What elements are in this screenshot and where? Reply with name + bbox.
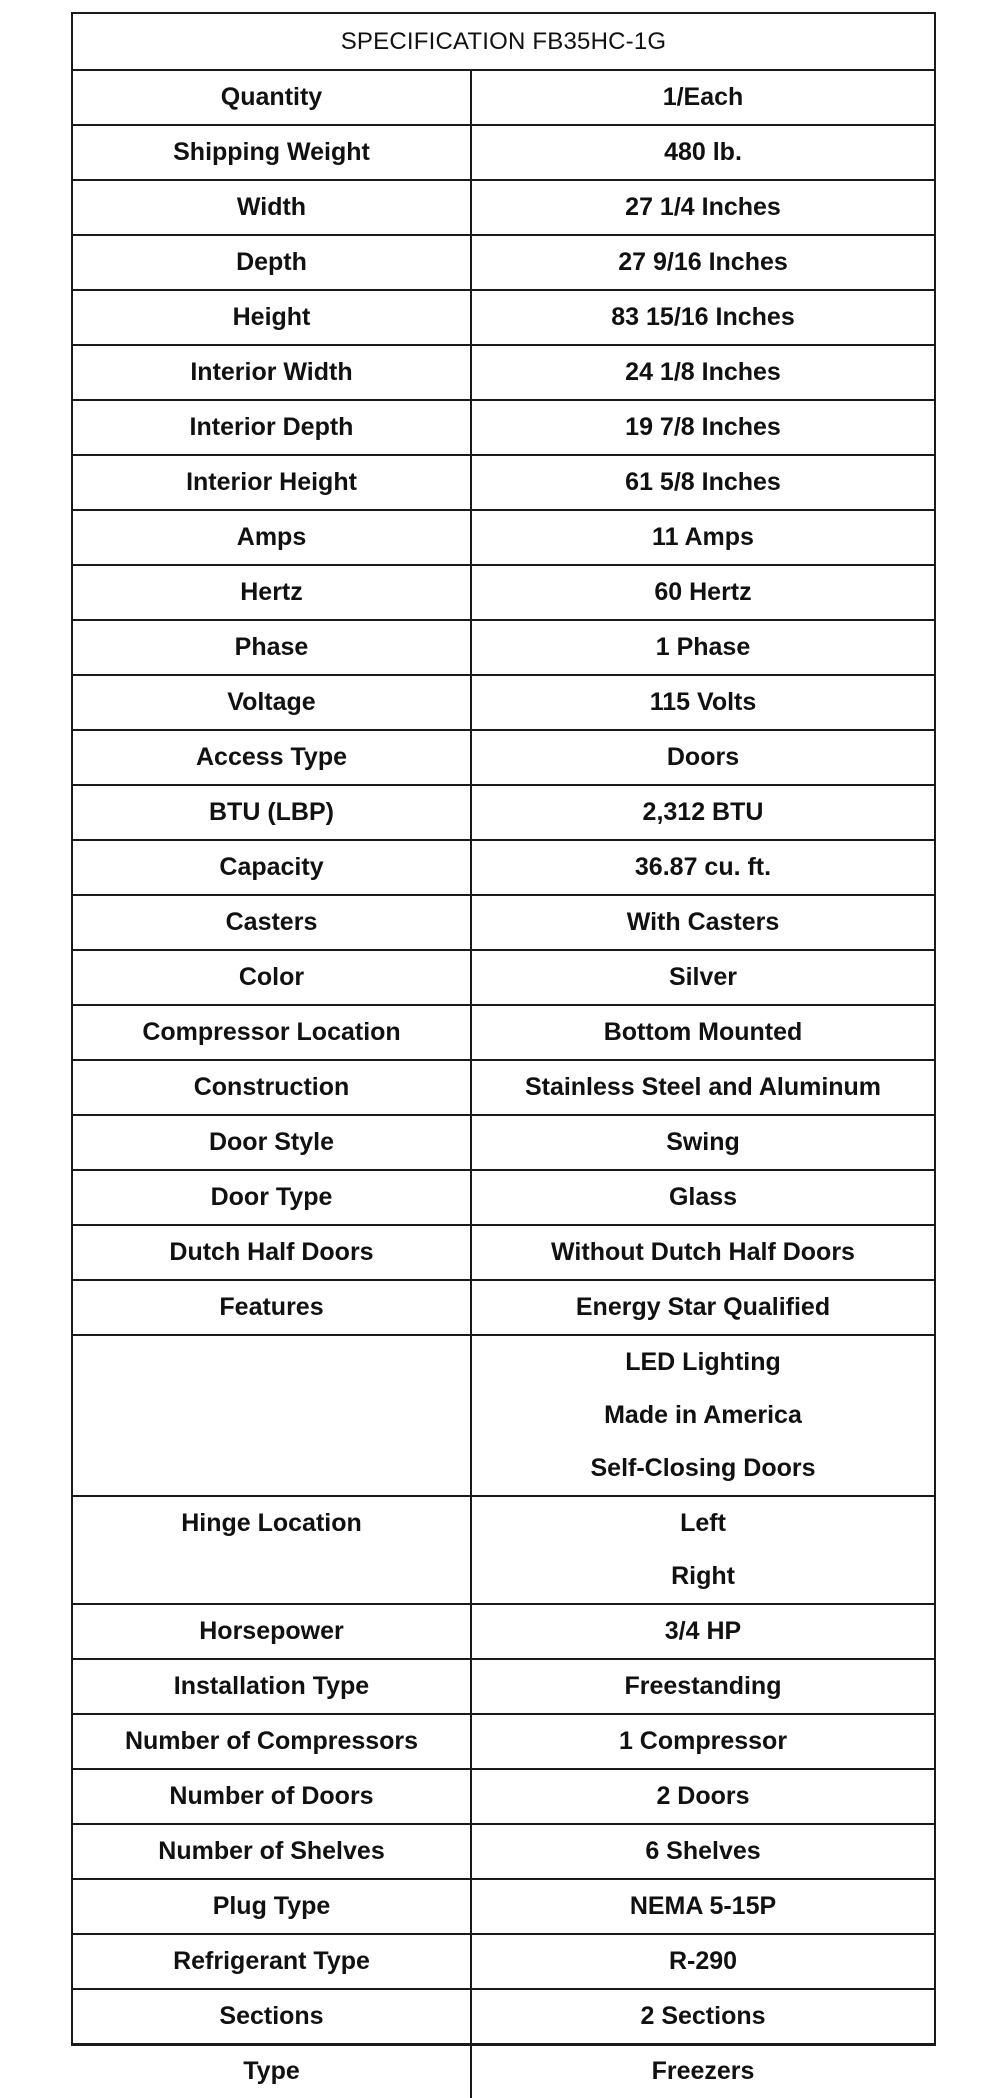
table-row	[73, 511, 934, 566]
table-row	[73, 1770, 934, 1825]
spec-label-text: Color	[238, 963, 305, 991]
spec-value: LED Lighting	[625, 1348, 781, 1376]
spec-value: Freezers	[651, 2057, 755, 2085]
spec-label-text: Number of Compressors	[124, 1727, 419, 1755]
spec-values	[472, 71, 934, 124]
spec-value: 6 Shelves	[645, 1837, 761, 1865]
spec-value: R-290	[668, 1947, 738, 1975]
spec-label-text: Construction	[193, 1073, 350, 1101]
spec-values	[472, 1990, 934, 2043]
spec-value: 2 Sections	[640, 2002, 766, 2030]
table-row	[73, 456, 934, 511]
spec-label-text: Door Style	[208, 1128, 335, 1156]
spec-values	[472, 951, 934, 1004]
spec-label-text: Dutch Half Doors	[169, 1238, 374, 1266]
table-row	[73, 236, 934, 291]
spec-label	[73, 1281, 472, 1334]
spec-label-text: Sections	[219, 2002, 324, 2030]
spec-values	[472, 1880, 934, 1933]
spec-values	[472, 181, 934, 234]
table-row	[73, 841, 934, 896]
spec-label	[73, 236, 472, 289]
spec-value: Silver	[668, 963, 738, 991]
spec-value: 27 9/16 Inches	[618, 248, 788, 276]
spec-value: 1/Each	[662, 83, 744, 111]
spec-label-text: Shipping Weight	[173, 138, 370, 166]
spec-values	[472, 126, 934, 179]
spec-value: 27 1/4 Inches	[625, 193, 781, 221]
spec-label-text: Interior Depth	[189, 413, 354, 441]
spec-label	[73, 1336, 472, 1495]
spec-values	[472, 1605, 934, 1658]
spec-values	[472, 1281, 934, 1334]
spec-values	[472, 291, 934, 344]
table-row	[73, 1281, 934, 1336]
spec-value: 60 Hertz	[654, 578, 752, 606]
spec-value: 83 15/16 Inches	[611, 303, 795, 331]
spec-label	[73, 896, 472, 949]
spec-label	[73, 2045, 472, 2098]
spec-value: 11 Amps	[652, 523, 754, 551]
spec-label-text: Hinge Location	[181, 1509, 362, 1537]
spec-values	[472, 236, 934, 289]
table-row	[73, 566, 934, 621]
spec-label-text: Horsepower	[199, 1617, 344, 1645]
spec-value: 2,312 BTU	[642, 798, 764, 826]
spec-label-text: Refrigerant Type	[173, 1947, 370, 1975]
spec-label	[73, 1660, 472, 1713]
spec-label-text: Type	[243, 2057, 300, 2085]
spec-label-text: Number of Doors	[169, 1782, 374, 1810]
spec-label-text: BTU (LBP)	[209, 798, 334, 826]
spec-values	[472, 1770, 934, 1823]
spec-label-text: Features	[219, 1293, 324, 1321]
spec-values	[472, 1935, 934, 1988]
spec-label	[73, 566, 472, 619]
spec-values	[472, 1660, 934, 1713]
table-row	[73, 1715, 934, 1770]
spec-values	[472, 346, 934, 399]
spec-label	[73, 1990, 472, 2043]
spec-values	[472, 456, 934, 509]
spec-label-text: Compressor Location	[142, 1018, 401, 1046]
table-row	[73, 1990, 934, 2045]
spec-label-text: Interior Height	[186, 468, 357, 496]
spec-value: 36.87 cu. ft.	[634, 853, 772, 881]
spec-values	[472, 2045, 934, 2098]
table-row	[73, 951, 934, 1006]
spec-value: Freestanding	[624, 1672, 782, 1700]
spec-label	[73, 786, 472, 839]
spec-label	[73, 731, 472, 784]
spec-value: Without Dutch Half Doors	[551, 1238, 855, 1266]
spec-value: 61 5/8 Inches	[625, 468, 781, 496]
spec-label	[73, 1226, 472, 1279]
table-row	[73, 786, 934, 841]
spec-label	[73, 401, 472, 454]
spec-label	[73, 1935, 472, 1988]
table-row	[73, 676, 934, 731]
spec-label-text: Depth	[236, 248, 307, 276]
spec-label	[73, 1770, 472, 1823]
spec-label-text: Casters	[225, 908, 318, 936]
spec-values	[472, 511, 934, 564]
table-row	[73, 71, 934, 126]
spec-table	[71, 12, 936, 2085]
table-row	[73, 1935, 934, 1990]
spec-label	[73, 1497, 472, 1603]
spec-value: Self-Closing Doors	[590, 1454, 816, 1482]
spec-label-text: Width	[236, 193, 307, 221]
spec-value: 2 Doors	[656, 1782, 750, 1810]
spec-label	[73, 1825, 472, 1878]
table-row	[73, 896, 934, 951]
spec-values	[472, 786, 934, 839]
table-row	[73, 621, 934, 676]
spec-values	[472, 1497, 934, 1603]
table-row	[73, 1660, 934, 1715]
table-row	[73, 1497, 934, 1605]
spec-label-text: Access Type	[195, 743, 347, 771]
table-row	[73, 1171, 934, 1226]
spec-value: 19 7/8 Inches	[625, 413, 781, 441]
spec-values	[472, 1226, 934, 1279]
spec-label	[73, 1605, 472, 1658]
spec-value: Bottom Mounted	[603, 1018, 803, 1046]
spec-value: Left	[680, 1509, 726, 1537]
spec-label	[73, 291, 472, 344]
spec-label-text: Hertz	[240, 578, 303, 606]
spec-label	[73, 951, 472, 1004]
spec-values	[472, 401, 934, 454]
table-body	[73, 71, 934, 2098]
spec-value: Right	[671, 1562, 735, 1590]
spec-values	[472, 566, 934, 619]
table-title: SPECIFICATION FB35HC-1G	[73, 14, 934, 71]
spec-value: 480 lb.	[664, 138, 742, 166]
spec-label-text: Amps	[236, 523, 307, 551]
table-row	[73, 346, 934, 401]
spec-values	[472, 841, 934, 894]
spec-value: Made in America	[604, 1401, 802, 1429]
spec-label	[73, 1715, 472, 1768]
spec-label	[73, 1061, 472, 1114]
table-row	[73, 1061, 934, 1116]
spec-values	[472, 1171, 934, 1224]
spec-label	[73, 621, 472, 674]
spec-label-text: Capacity	[219, 853, 324, 881]
spec-value: 3/4 HP	[664, 1617, 742, 1645]
spec-label	[73, 71, 472, 124]
spec-value: Stainless Steel and Aluminum	[524, 1073, 882, 1101]
table-row	[73, 181, 934, 236]
table-row	[73, 1605, 934, 1660]
table-row	[73, 291, 934, 346]
spec-value: Swing	[666, 1128, 740, 1156]
spec-values	[472, 1006, 934, 1059]
table-row	[73, 1006, 934, 1061]
spec-values	[472, 1061, 934, 1114]
spec-label	[73, 126, 472, 179]
spec-label-text: Voltage	[227, 688, 316, 716]
spec-value: With Casters	[626, 908, 780, 936]
spec-label	[73, 1116, 472, 1169]
spec-value: Energy Star Qualified	[575, 1293, 831, 1321]
spec-label	[73, 841, 472, 894]
spec-values	[472, 676, 934, 729]
spec-values	[472, 1825, 934, 1878]
spec-label-text: Height	[232, 303, 311, 331]
spec-value: NEMA 5-15P	[629, 1892, 777, 1920]
spec-value: 1 Compressor	[618, 1727, 788, 1755]
spec-value: 1 Phase	[655, 633, 751, 661]
spec-label-text: Number of Shelves	[158, 1837, 385, 1865]
spec-label	[73, 181, 472, 234]
table-row	[73, 1116, 934, 1171]
spec-value: Glass	[668, 1183, 738, 1211]
table-row	[73, 1880, 934, 1935]
spec-label-text: Interior Width	[190, 358, 353, 386]
spec-label	[73, 511, 472, 564]
spec-value: 24 1/8 Inches	[625, 358, 781, 386]
spec-values	[472, 1116, 934, 1169]
spec-label-text: Quantity	[220, 83, 323, 111]
spec-value: Doors	[666, 743, 740, 771]
spec-values	[472, 731, 934, 784]
spec-label-text: Door Type	[210, 1183, 333, 1211]
spec-label-text: Plug Type	[212, 1892, 331, 1920]
spec-values	[472, 1715, 934, 1768]
spec-values	[472, 1336, 934, 1495]
table-row	[73, 126, 934, 181]
table-row	[73, 1336, 934, 1497]
spec-label	[73, 1006, 472, 1059]
table-row	[73, 401, 934, 456]
spec-values	[472, 621, 934, 674]
table-row	[73, 1226, 934, 1281]
spec-label	[73, 1880, 472, 1933]
spec-label	[73, 456, 472, 509]
spec-label	[73, 1171, 472, 1224]
spec-label-text: Installation Type	[173, 1672, 370, 1700]
spec-label	[73, 346, 472, 399]
table-row	[73, 731, 934, 786]
spec-value: 115 Volts	[649, 688, 757, 716]
table-row	[73, 2045, 934, 2098]
spec-label	[73, 676, 472, 729]
spec-values	[472, 896, 934, 949]
table-row	[73, 1825, 934, 1880]
spec-label-text: Phase	[234, 633, 309, 661]
